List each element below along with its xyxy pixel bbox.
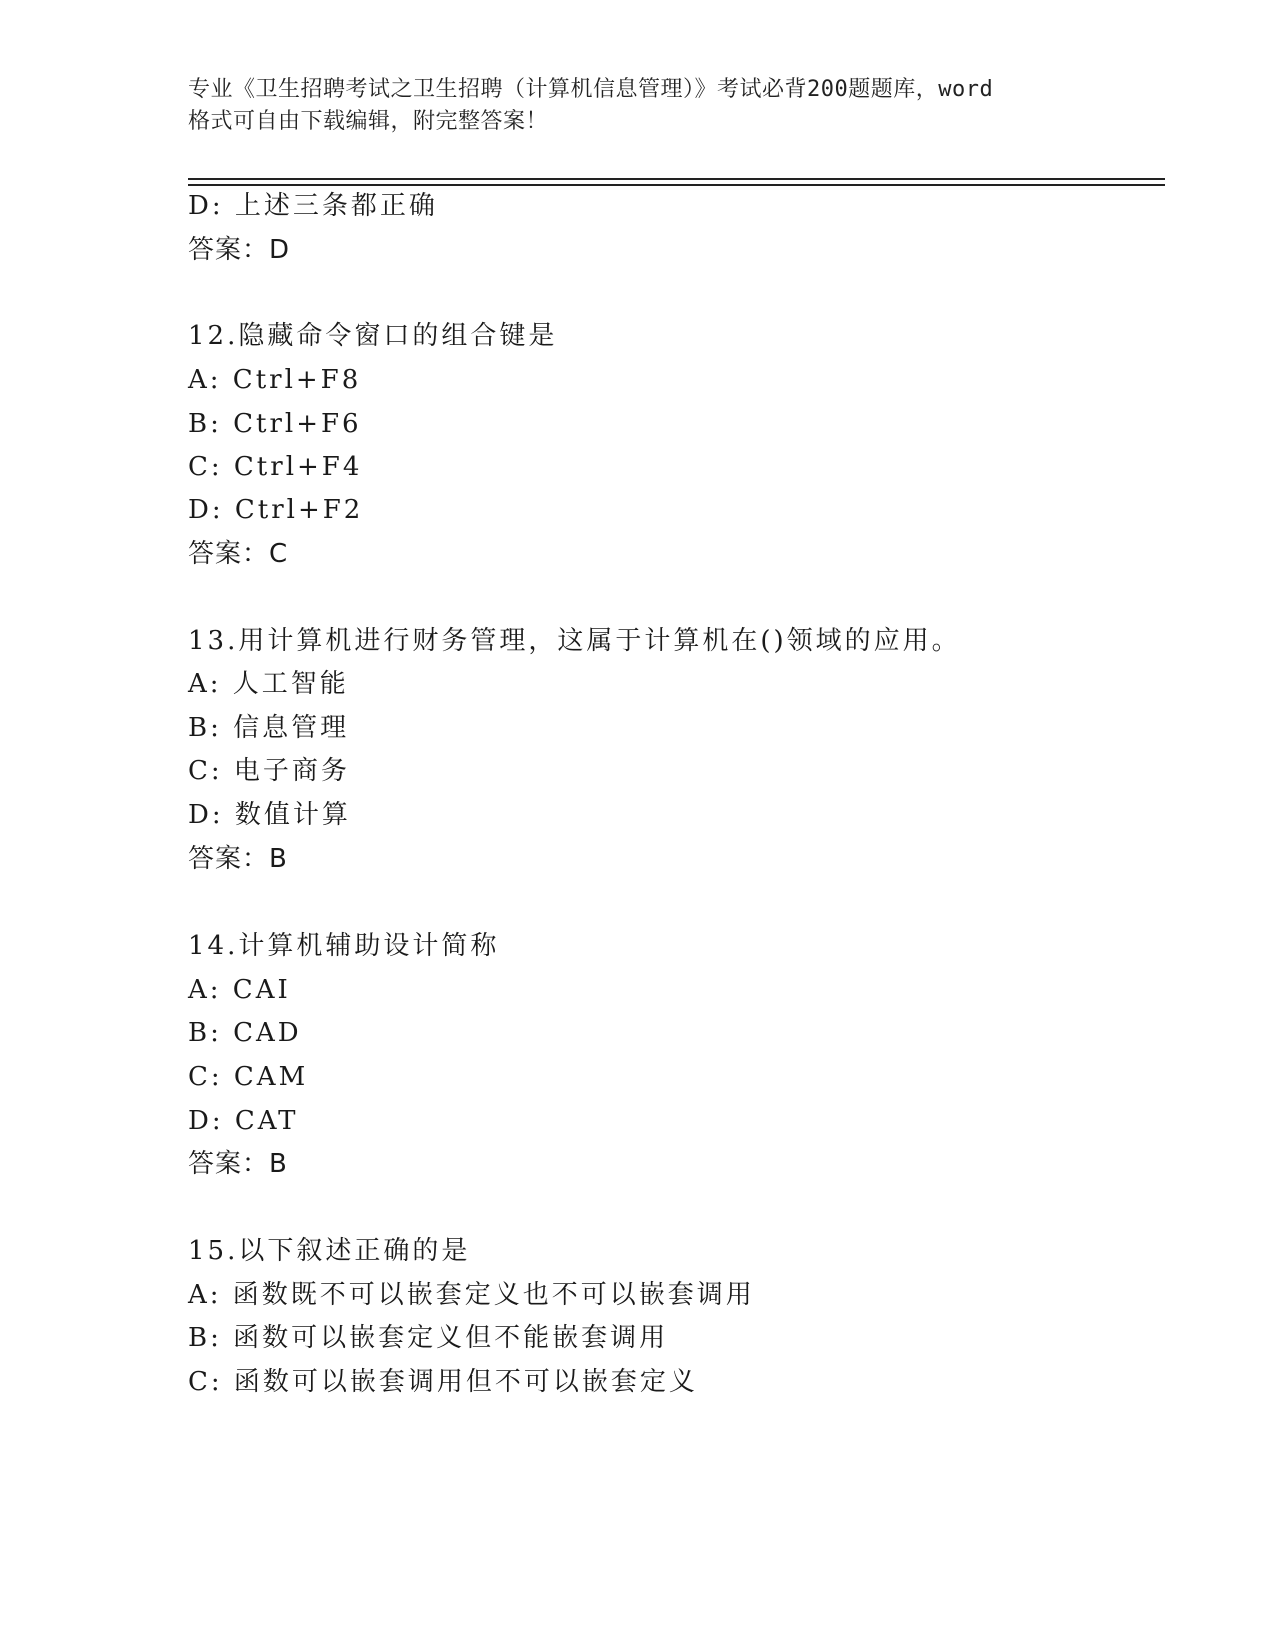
q12-option-b: B: Ctrl+F6	[188, 409, 362, 439]
q13-option-d: D: 数值计算	[188, 800, 351, 830]
q14-option-c: C: CAM	[188, 1062, 309, 1092]
q13-question: 13.用计算机进行财务管理，这属于计算机在()领域的应用。	[188, 626, 961, 656]
q12-question: 12.隐藏命令窗口的组合键是	[188, 321, 558, 351]
q11-answer: 答案：D	[188, 235, 291, 265]
q14-option-d: D: CAT	[188, 1106, 299, 1136]
q14-question: 14.计算机辅助设计简称	[188, 931, 500, 961]
document-header	[188, 74, 1088, 138]
header-title-line-1: 专业《卫生招聘考试之卫生招聘（计算机信息管理）》考试必背200题题库，word	[188, 77, 994, 102]
q13-option-b: B: 信息管理	[188, 713, 350, 743]
q15-option-a: A: 函数既不可以嵌套定义也不可以嵌套调用	[188, 1280, 755, 1310]
q11-option-d: D: 上述三条都正确	[188, 191, 438, 221]
header-title-line-2: 格式可自由下载编辑，附完整答案！	[188, 109, 549, 134]
q14-answer: 答案：B	[188, 1149, 288, 1179]
header-divider-top	[188, 178, 1165, 180]
q13-option-a: A: 人工智能	[188, 669, 349, 699]
header-divider-bottom	[188, 184, 1165, 186]
q12-option-a: A: Ctrl+F8	[188, 365, 362, 395]
q12-option-c: C: Ctrl+F4	[188, 452, 363, 482]
q15-question: 15.以下叙述正确的是	[188, 1236, 471, 1266]
q12-option-d: D: Ctrl+F2	[188, 495, 364, 525]
q15-option-c: C: 函数可以嵌套调用但不可以嵌套定义	[188, 1367, 698, 1397]
q14-option-b: B: CAD	[188, 1018, 302, 1048]
q13-answer: 答案：B	[188, 844, 288, 874]
q12-answer: 答案：C	[188, 539, 289, 569]
q13-option-c: C: 电子商务	[188, 756, 350, 786]
q14-option-a: A: CAI	[188, 975, 291, 1005]
q15-option-b: B: 函数可以嵌套定义但不能嵌套调用	[188, 1323, 669, 1353]
